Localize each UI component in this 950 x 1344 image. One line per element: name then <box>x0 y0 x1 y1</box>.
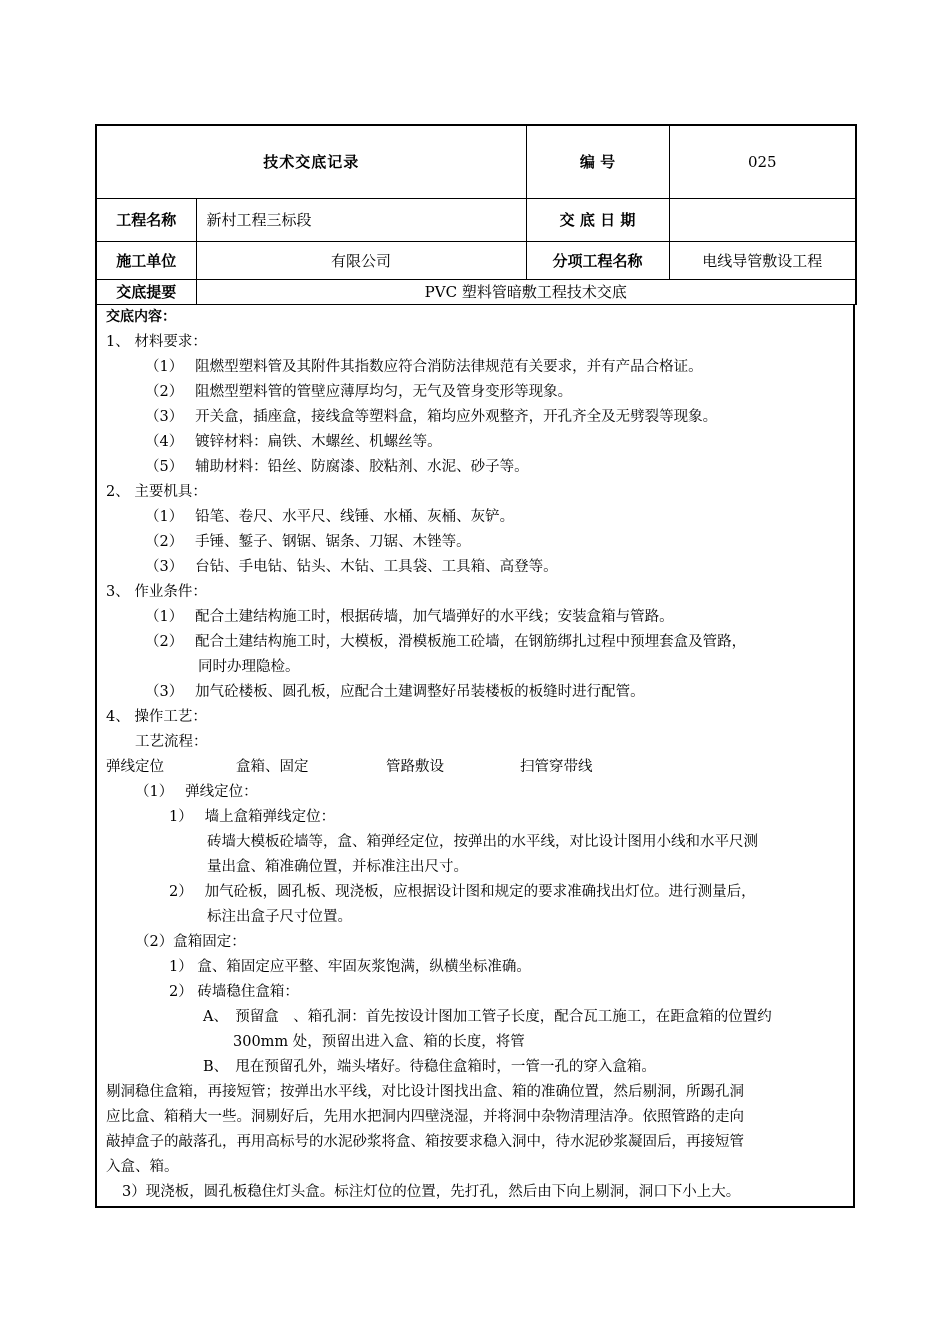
process-flow-label: 工艺流程： <box>135 733 208 750</box>
content-line: 敲掉盒子的敲落孔，再用高标号的水泥砂浆将盒、箱按要求稳入洞中，待水泥砂浆凝固后，再接短管 <box>106 1133 744 1150</box>
content-line: 2） 砖墙稳住盒箱： <box>169 983 299 1000</box>
sub-project-value: 电线导管敷设工程 <box>669 241 856 279</box>
content-line: （1） 铅笔、卷尺、水平尺、线锤、水桶、灰桶、灰铲。 <box>145 508 515 525</box>
flow-step: 弹线定位 <box>106 758 164 775</box>
content-line: （2） 阻燃型塑料管的管壁应薄厚均匀，无气及管身变形等现象。 <box>145 383 573 400</box>
content-line: （3） 开关盒，插座盒，接线盒等塑料盒，箱均应外观整齐，开孔齐全及无劈裂等现象。 <box>145 408 718 425</box>
content-line: （2） 配合土建结构施工时，大模板，滑模板施工砼墙，在钢筋绑扎过程中预埋套盒及管路， <box>145 633 747 650</box>
content-line: 剔洞稳住盒箱，再接短管；按弹出水平线，对比设计图找出盒、箱的准确位置，然后剔洞，所踢孔洞 <box>106 1083 744 1100</box>
content-line: （1） 配合土建结构施工时，根据砖墙，加气墙弹好的水平线；安装盒箱与管路。 <box>145 608 674 625</box>
summary-value: PVC 塑料管暗敷工程技术交底 <box>196 279 856 304</box>
section-heading: 4、 操作工艺： <box>106 708 207 725</box>
tech-disclosure-record <box>95 124 855 1208</box>
content-line: （1） 弹线定位： <box>135 783 258 800</box>
content-line: 入盒、箱。 <box>106 1158 179 1175</box>
content-area <box>95 305 855 1208</box>
content-line: 3）现浇板，圆孔板稳住灯头盒。标注灯位的位置，先打孔，然后由下向上剔洞，洞口下小上大。 <box>122 1183 741 1200</box>
content-line: （1） 阻燃型塑料管及其附件其指数应符合消防法律规范有关要求，并有产品合格证。 <box>145 358 703 375</box>
flow-step: 盒箱、固定 <box>236 758 309 775</box>
content-line: 应比盒、箱稍大一些。洞剔好后，先用水把洞内四壁浇湿，并将洞中杂物清理洁净。依照管路的走向 <box>106 1108 744 1125</box>
number-label: 编 号 <box>526 125 669 198</box>
content-line: （2）盒箱固定： <box>135 933 246 950</box>
section-heading: 2、 主要机具： <box>106 483 207 500</box>
disclosure-date-value <box>669 198 856 241</box>
project-name-label: 工程名称 <box>96 198 196 241</box>
content-line: （3） 加气砼楼板、圆孔板，应配合土建调整好吊装楼板的板缝时进行配管。 <box>145 683 645 700</box>
summary-label: 交底提要 <box>96 279 196 304</box>
construction-unit-value: 有限公司 <box>196 241 526 279</box>
content-line: 1） 墙上盒箱弹线定位： <box>169 808 336 825</box>
content-heading: 交底内容： <box>106 308 176 325</box>
content-line: 300mm 处，预留出进入盒、箱的长度，将管 <box>233 1033 525 1050</box>
flow-step: 扫管穿带线 <box>520 758 593 775</box>
content-line: A、 预留盒 、箱孔洞：首先按设计图加工管子长度，配合瓦工施工，在距盒箱的位置约 <box>203 1008 772 1025</box>
content-line: （3） 台钻、手电钻、钻头、木钻、工具袋、工具箱、高登等。 <box>145 558 558 575</box>
construction-unit-label: 施工单位 <box>96 241 196 279</box>
number-value: 025 <box>669 125 856 198</box>
disclosure-date-label: 交 底 日 期 <box>526 198 669 241</box>
content-line: （2） 手锤、錾子、钢锯、锯条、刀锯、木锉等。 <box>145 533 471 550</box>
content-line: 量出盒、箱准确位置，并标准注出尺寸。 <box>207 858 468 875</box>
flow-step: 管路敷设 <box>386 758 444 775</box>
content-line: 砖墙大模板砼墙等，盒、箱弹经定位，按弹出的水平线，对比设计图用小线和水平尺测 <box>207 833 758 850</box>
content-line: 同时办理隐检。 <box>198 658 300 675</box>
sub-project-label: 分项工程名称 <box>526 241 669 279</box>
content-line: 标注出盒子尺寸位置。 <box>207 908 352 925</box>
header-table <box>95 124 857 305</box>
project-name-value: 新村工程三标段 <box>196 198 526 241</box>
content-line: （4） 镀锌材料：扁铁、木螺丝、机螺丝等。 <box>145 433 442 450</box>
content-line: 1） 盒、箱固定应平整、牢固灰浆饱满，纵横坐标准确。 <box>169 958 531 975</box>
document-title: 技术交底记录 <box>96 125 526 198</box>
content-line: （5） 辅助材料：铅丝、防腐漆、胶粘剂、水泥、砂子等。 <box>145 458 529 475</box>
content-line: 2） 加气砼板，圆孔板、现浇板，应根据设计图和规定的要求准确找出灯位。进行测量后， <box>169 883 756 900</box>
section-heading: 1、 材料要求： <box>106 333 207 350</box>
content-line: B、 甩在预留孔外，端头堵好。待稳住盒箱时，一管一孔的穿入盒箱。 <box>203 1058 656 1075</box>
section-heading: 3、 作业条件： <box>106 583 207 600</box>
